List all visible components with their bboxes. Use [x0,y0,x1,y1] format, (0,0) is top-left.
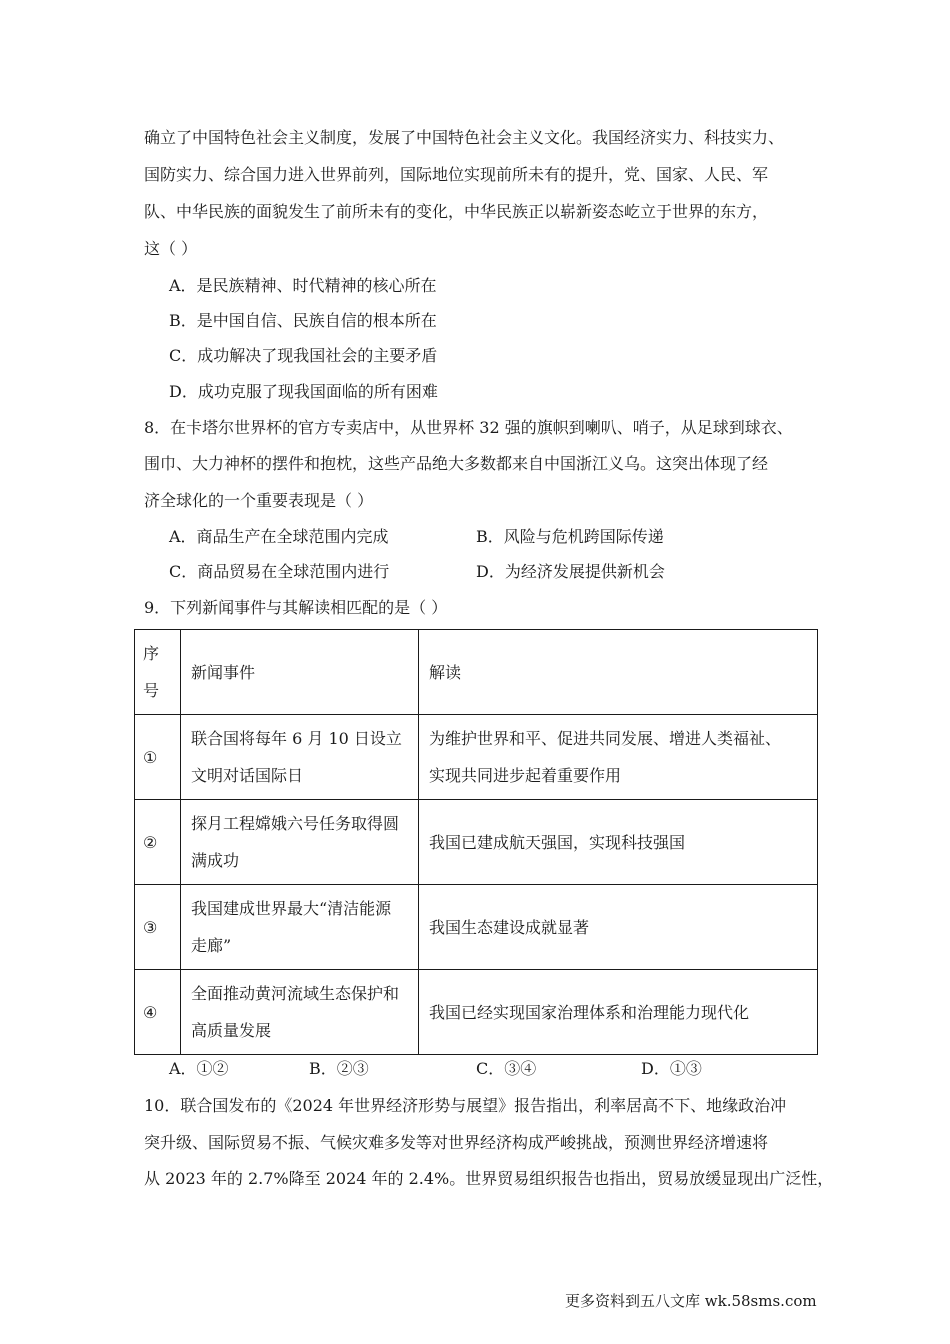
q9-stem: 9．下列新闻事件与其解读相匹配的是（ ） [144,598,448,617]
q7-line-1: 确立了中国特色社会主义制度，发展了中国特色社会主义文化。我国经济实力、科技实力、 [144,128,785,147]
row-reading: 我国生态建设成就显著 [419,885,818,970]
q8-line-2: 围巾、大力神杯的摆件和抱枕，这些产品绝大多数都来自中国浙江义乌。这突出体现了经 [144,454,769,473]
row-reading [419,715,818,800]
q8-option-b: B．风险与危机跨国际传递 [476,527,664,546]
table-row [135,715,818,800]
q8-option-a: A．商品生产在全球范围内完成 [169,527,389,546]
row-reading-line: 为维护世界和平、促进共同发展、增进人类福祉、 [429,729,782,748]
q7-line-4: 这（ ） [144,239,198,258]
q7-option-a: A．是民族精神、时代精神的核心所在 [169,276,437,295]
row-event [181,970,419,1055]
q7-line-2: 国防实力、综合国力进入世界前列，国际地位实现前所未有的提升，党、国家、人民、军 [144,165,769,184]
header-reading-cell: 解读 [419,630,818,715]
q9-option-a: A．①② [169,1059,229,1078]
q7-option-c: C．成功解决了现我国社会的主要矛盾 [169,346,438,365]
row-event-line: 文明对话国际日 [191,766,304,785]
table-row [135,800,818,885]
row-reading: 我国已经实现国家治理体系和治理能力现代化 [419,970,818,1055]
header-num-cell [135,630,181,715]
row-reading: 我国已建成航天强国，实现科技强国 [419,800,818,885]
header-num-char-1: 序 [143,644,160,663]
table-row [135,970,818,1055]
row-event-line: 我国建成世界最大“清洁能源 [191,899,392,918]
row-event-line: 全面推动黄河流域生态保护和 [191,984,400,1003]
header-event-cell: 新闻事件 [181,630,419,715]
q8-option-d: D．为经济发展提供新机会 [476,562,665,581]
row-event-line: 满成功 [191,851,240,870]
q10-line-2: 突升级、国际贸易不振、气候灾难多发等对世界经济构成严峻挑战，预测世界经济增速将 [144,1133,769,1152]
row-event-line: 联合国将每年 6 月 10 日设立 [191,729,402,748]
q8-option-c: C．商品贸易在全球范围内进行 [169,562,390,581]
q8-line-3: 济全球化的一个重要表现是（ ） [144,491,374,510]
row-event-line: 探月工程嫦娥六号任务取得圆 [191,814,400,833]
row-event [181,800,419,885]
row-num: ④ [135,970,181,1055]
q9-option-d: D．①③ [641,1059,702,1078]
table-row [135,885,818,970]
row-num: ② [135,800,181,885]
q10-line-1: 10．联合国发布的《2024 年世界经济形势与展望》报告指出，利率居高不下、地缘政治冲 [144,1096,787,1115]
row-event-line: 高质量发展 [191,1021,272,1040]
row-event [181,885,419,970]
row-reading-line: 实现共同进步起着重要作用 [429,766,622,785]
row-num: ③ [135,885,181,970]
table-header-row [135,630,818,715]
q7-line-3: 队、中华民族的面貌发生了前所未有的变化，中华民族正以崭新姿态屹立于世界的东方， [144,202,769,221]
q9-option-b: B．②③ [309,1059,369,1078]
footer-source-link[interactable]: 更多资料到五八文库 wk.58sms.com [565,1292,817,1310]
q7-option-d: D．成功克服了现我国面临的所有困难 [169,382,438,401]
row-num: ① [135,715,181,800]
row-event [181,715,419,800]
row-event-line: 走廊” [191,936,232,955]
q9-option-c: C．③④ [476,1059,537,1078]
q8-line-1: 8．在卡塔尔世界杯的官方专卖店中，从世界杯 32 强的旗帜到喇叭、哨子，从足球到球衣、 [144,418,793,437]
q9-table [134,629,818,1055]
header-num-char-2: 号 [143,681,160,700]
q7-option-b: B．是中国自信、民族自信的根本所在 [169,311,437,330]
q10-line-3: 从 2023 年的 2.7%降至 2024 年的 2.4%。世界贸易组织报告也指出，贸易放缓显现出广泛性， [144,1169,834,1188]
